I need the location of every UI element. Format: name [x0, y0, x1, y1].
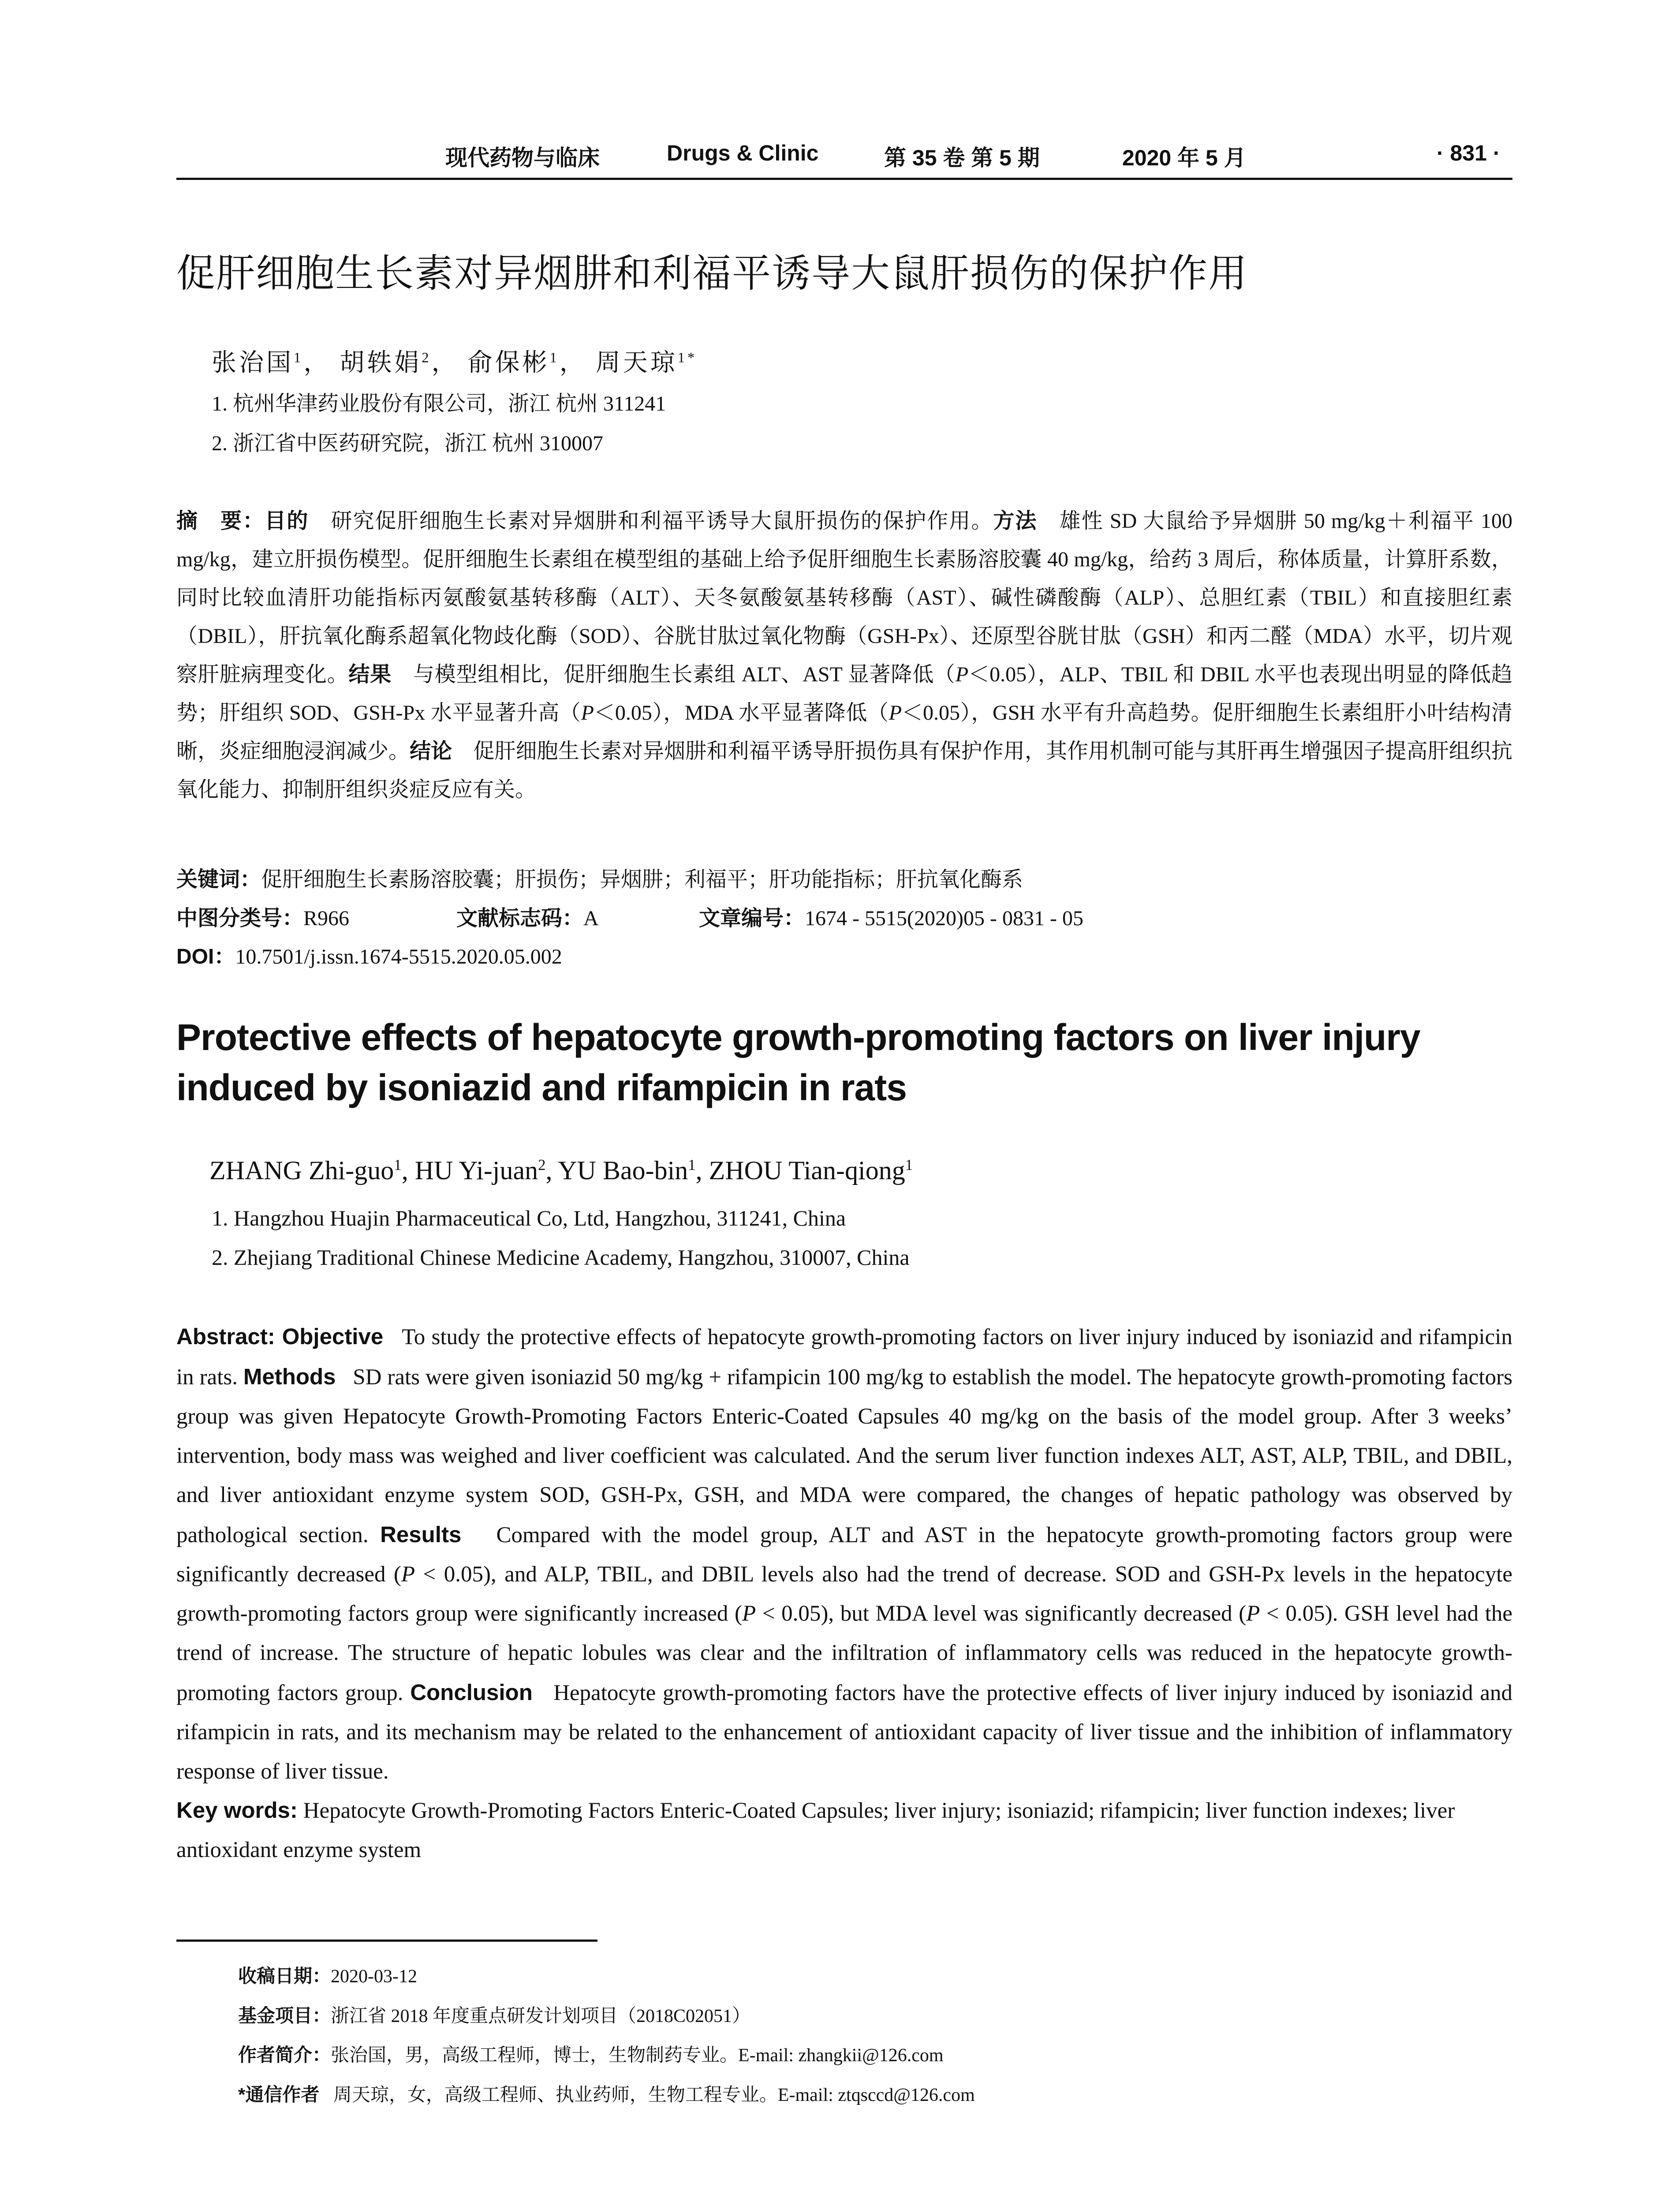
- p-symbol: P: [1246, 1601, 1260, 1626]
- en-article-title: Protective effects of hepatocyte growth-promoting factors on liver injury induced by isoniazid and rifampicin in rats: [176, 1017, 1420, 1108]
- affiliation-mark: 1*: [677, 350, 698, 366]
- en-results-text: Compared with the model group, ALT and AST in the hepatocyte growth-promoting factors group were significantly decreased (: [176, 1523, 1513, 1587]
- journal-name-en: Drugs & Clinic: [667, 141, 819, 165]
- doi-label: DOI：: [176, 945, 235, 968]
- en-keywords-text: Hepatocyte Growth-Promoting Factors Enteric-Coated Capsules; liver injury; isoniazid; rifampicin; liver function indexes; liver antioxidant enzyme system: [176, 1798, 1455, 1862]
- en-methods-text: SD rats were given isoniazid 50 mg/kg + rifampicin 100 mg/kg to establish the model. The hepatocyte growth-promoting factors group was given Hepatocyte Growth-Promoting Factors Enteric-Coated Capsules 40 mg/kg on the basis of the model group. After 3 weeks’ intervention, body mass was weighed and liver coefficient was calculated. And the serum liver function indexes ALT, AST, ALP, TBIL, and DBIL, and liver antioxidant enzyme system SOD, GSH-Px, GSH, and MDA were compared, the changes of hepatic pathology was observed by pathological section.: [176, 1365, 1513, 1547]
- en-conclusion-text: Hepatocyte growth-promoting factors have the protective effects of liver injury induced by isoniazid and rifampicin in rats, and its mechanism may be related to the enhancement of antioxidant capacity of liver tissue and the inhibition of inflammatory response of liver tissue.: [176, 1681, 1513, 1784]
- corresponding-value: 周天琼，女，高级工程师、执业药师，生物工程专业。E-mail: ztqsccd@126.com: [333, 2085, 975, 2105]
- cn-keywords-text: 促肝细胞生长素肠溶胶囊；肝损伤；异烟肼；利福平；肝功能指标；肝抗氧化酶系: [261, 868, 1023, 891]
- cn-author: 张治国: [212, 349, 294, 377]
- issue-date: 2020 年 5 月: [1122, 146, 1246, 170]
- affiliation-mark: 1: [688, 1156, 696, 1174]
- affiliation-mark: 2: [422, 350, 432, 366]
- p-symbol: P: [955, 663, 969, 686]
- cn-results-text: ＜0.05），ALP、TBIL 和 DBIL 水平也表现出明显的降低趋势；肝组织 SOD、GSH-Px 水平显著升高（: [176, 663, 1512, 725]
- en-results-text: < 0.05). GSH level had the trend of increase. The structure of hepatic lobules was clear and the infiltration of inflammatory cells was reduced in the hepatocyte growth-promoting factors group.: [176, 1601, 1513, 1705]
- en-affiliation: 1. Hangzhou Huajin Pharmaceutical Co, Ltd, Hangzhou, 311241, China: [212, 1206, 846, 1230]
- cn-keywords: [176, 862, 1023, 893]
- journal-name-cn: 现代药物与临床: [445, 146, 600, 170]
- footnote-rule: [176, 1940, 597, 1942]
- article-no-value: 1674 - 5515(2020)05 - 0831 - 05: [805, 907, 1083, 930]
- affiliation-mark: 1: [394, 1156, 402, 1174]
- doccode-field: [456, 901, 599, 931]
- en-author-list: ZHANG Zhi-guo$^1$, HU Yi-juan$^2$, YU Bao-bin$^1$, ZHOU Tian-qiong$^1$: [209, 1156, 913, 1185]
- en-results-text: < 0.05), but MDA level was significantly decreased (: [756, 1601, 1247, 1626]
- footnote-corresponding: [238, 2080, 975, 2107]
- doi-value: 10.7501/j.issn.1674-5515.2020.05.002: [235, 945, 562, 968]
- en-objective-text: To study the protective effects of hepatocyte growth-promoting factors on liver injury induced by isoniazid and rifampicin in rats.: [176, 1325, 1512, 1390]
- p-symbol: P: [581, 701, 594, 725]
- fund-value: 浙江省 2018 年度重点研发计划项目（2018C02051）: [331, 2006, 751, 2026]
- footnote-fund: [238, 2001, 750, 2028]
- cn-abstract-label: 摘 要：: [176, 509, 265, 533]
- en-author: ZHOU Tian-qiong: [709, 1156, 905, 1185]
- doi: [176, 939, 562, 970]
- page-number: · 831 ·: [1437, 141, 1501, 165]
- p-symbol: P: [401, 1562, 415, 1587]
- en-conclusion-label: Conclusion: [410, 1680, 533, 1705]
- cn-conclusion-label: 结论: [410, 740, 452, 763]
- cn-results-text: ＜0.05），GSH 水平有升高趋势。促肝细胞生长素组肝小叶结构清晰，炎症细胞浸润减少。: [176, 701, 1512, 763]
- affiliation-mark: 1: [549, 350, 560, 366]
- cn-author: 俞保彬: [467, 349, 550, 377]
- received-value: 2020-03-12: [331, 1966, 417, 1987]
- cn-author: 周天琼: [595, 349, 678, 377]
- volume-issue: 第 35 卷 第 5 期: [884, 146, 1040, 170]
- header-rule: [176, 178, 1512, 180]
- received-label: 收稿日期：: [238, 1966, 331, 1986]
- clc-field: [176, 901, 349, 931]
- footnote-received: [238, 1962, 417, 1988]
- en-results-text: < 0.05), and ALP, TBIL, and DBIL levels also had the trend of decrease. SOD and GSH-Px levels in the hepatocyte growth-promoting factors group were significantly increased (: [176, 1562, 1513, 1626]
- p-symbol: P: [742, 1601, 756, 1626]
- article-no-label: 文章编号：: [699, 907, 805, 930]
- cn-affiliation: 2. 浙江省中医药研究院，浙江 杭州 310007: [212, 432, 604, 455]
- doccode-value: A: [583, 907, 599, 930]
- en-methods-label: Methods: [243, 1364, 336, 1389]
- author-bio-label: 作者简介：: [238, 2044, 331, 2065]
- cn-objective-text: 研究促肝细胞生长素对异烟肼和利福平诱导大鼠肝损伤的保护作用。: [331, 509, 993, 533]
- corresponding-label: *通信作者: [238, 2084, 320, 2105]
- en-keywords-label: Key words:: [176, 1798, 298, 1823]
- en-abstract-label: Abstract: Objective: [176, 1324, 384, 1349]
- affiliation-mark: 1: [905, 1156, 913, 1174]
- running-header: [176, 140, 1506, 176]
- p-symbol: P: [889, 701, 902, 725]
- fund-label: 基金项目：: [238, 2005, 331, 2026]
- cn-author: 胡轶娟: [340, 349, 422, 377]
- cn-objective-label: 目的: [265, 509, 309, 533]
- en-author: ZHANG Zhi-guo: [209, 1156, 394, 1185]
- cn-abstract: [176, 502, 1512, 809]
- en-author: YU Bao-bin: [558, 1156, 688, 1185]
- clc-value: R966: [303, 907, 350, 930]
- author-bio-value: 张治国，男，高级工程师，博士，生物制药专业。E-mail: zhangkii@126.com: [331, 2045, 944, 2066]
- en-abstract: [176, 1317, 1512, 1791]
- cn-conclusion-text: 促肝细胞生长素对异烟肼和利福平诱导肝损伤具有保护作用，其作用机制可能与其肝再生增强因子提高肝组织抗氧化能力、抑制肝组织炎症反应有关。: [176, 740, 1512, 801]
- en-affiliation: 2. Zhejiang Traditional Chinese Medicine Academy, Hangzhou, 310007, China: [212, 1245, 910, 1270]
- en-author: HU Yi-juan: [414, 1156, 538, 1185]
- clc-label: 中图分类号：: [176, 907, 304, 930]
- article-no-field: [699, 901, 1083, 931]
- cn-affiliation: 1. 杭州华津药业股份有限公司，浙江 杭州 311241: [212, 392, 666, 415]
- cn-author-list: 张治国$^1$， 胡轶娟$^2$， 俞保彬$^1$， 周天琼$^{1*}$: [212, 349, 698, 377]
- affiliation-mark: 2: [538, 1156, 546, 1174]
- affiliation-mark: 1: [294, 350, 304, 366]
- en-keywords: [176, 1790, 1512, 1870]
- cn-keywords-label: 关键词：: [176, 868, 261, 891]
- cn-results-text: 与模型组相比，促肝细胞生长素组 ALT、AST 显著降低（: [413, 663, 956, 686]
- footnote-author: [238, 2041, 944, 2067]
- en-results-label: Results: [380, 1522, 462, 1547]
- cn-methods-text: 雄性 SD 大鼠给予异烟肼 50 mg/kg＋利福平 100 mg/kg，建立肝损伤模型。促肝细胞生长素组在模型组的基础上给予促肝细胞生长素肠溶胶囊 40 mg/kg，给药 3 周后，称体质量，计算肝系数，同时比较血清肝功能指标丙氨酸氨基转移酶（ALT）、天冬氨酸氨基转移酶（AST）、碱性磷酸酶（ALP）、总胆红素（TBIL）和直接胆红素（DBIL），肝抗氧化酶系超氧化物歧化酶（SOD）、谷胱甘肽过氧化物酶（GSH-Px）、还原型谷胱甘肽（GSH）和丙二醛（MDA）水平，切片观察肝脏病理变化。: [176, 509, 1512, 686]
- cn-article-title: 促肝细胞生长素对异烟肼和利福平诱导大鼠肝损伤的保护作用: [176, 251, 1248, 295]
- cn-methods-label: 方法: [993, 509, 1038, 533]
- cn-results-text: ＜0.05），MDA 水平显著降低（: [594, 701, 889, 725]
- doccode-label: 文献标志码：: [456, 907, 584, 930]
- cn-results-label: 结果: [348, 663, 392, 686]
